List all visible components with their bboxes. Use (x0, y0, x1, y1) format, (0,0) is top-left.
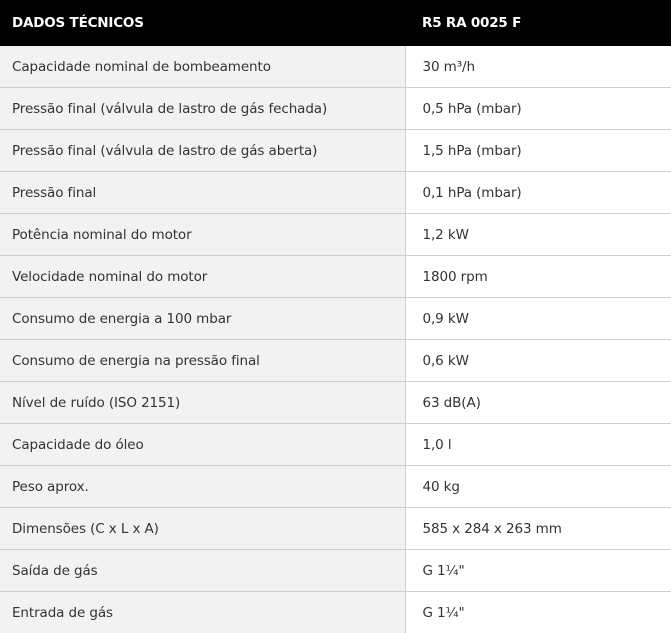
table-row (0, 130, 671, 172)
header-label: DADOS TÉCNICOS (0, 0, 405, 46)
spec-value: 0,5 hPa (mbar) (405, 88, 671, 130)
spec-value: 40 kg (405, 466, 671, 508)
spec-name: Consumo de energia a 100 mbar (0, 298, 405, 340)
spec-value: 1,0 l (405, 424, 671, 466)
table-row (0, 550, 671, 592)
spec-name: Saída de gás (0, 550, 405, 592)
table-row (0, 592, 671, 633)
spec-name: Potência nominal do motor (0, 214, 405, 256)
spec-value: 1,2 kW (405, 214, 671, 256)
spec-value: 0,6 kW (405, 340, 671, 382)
spec-name: Capacidade nominal de bombeamento (0, 46, 405, 88)
spec-name: Capacidade do óleo (0, 424, 405, 466)
spec-value: 30 m³/h (405, 46, 671, 88)
table-row (0, 508, 671, 550)
spec-name: Nível de ruído (ISO 2151) (0, 382, 405, 424)
table-row (0, 256, 671, 298)
table-row (0, 214, 671, 256)
table-row (0, 46, 671, 88)
spec-value: 585 x 284 x 263 mm (405, 508, 671, 550)
spec-name: Peso aprox. (0, 466, 405, 508)
spec-name: Pressão final (válvula de lastro de gás aberta) (0, 130, 405, 172)
table-header-row (0, 0, 671, 46)
table-row (0, 340, 671, 382)
spec-name: Dimensões (C x L x A) (0, 508, 405, 550)
table-row (0, 466, 671, 508)
spec-name: Pressão final (válvula de lastro de gás fechada) (0, 88, 405, 130)
table-row (0, 172, 671, 214)
spec-value: 63 dB(A) (405, 382, 671, 424)
spec-name: Consumo de energia na pressão final (0, 340, 405, 382)
spec-value: G 1¼" (405, 592, 671, 633)
spec-value: 0,9 kW (405, 298, 671, 340)
spec-name: Pressão final (0, 172, 405, 214)
spec-value: G 1¼" (405, 550, 671, 592)
spec-value: 0,1 hPa (mbar) (405, 172, 671, 214)
spec-value: 1,5 hPa (mbar) (405, 130, 671, 172)
table-row (0, 382, 671, 424)
table-row (0, 88, 671, 130)
spec-name: Entrada de gás (0, 592, 405, 633)
table-body (0, 46, 671, 633)
spec-name: Velocidade nominal do motor (0, 256, 405, 298)
header-model: R5 RA 0025 F (405, 0, 671, 46)
table-row (0, 424, 671, 466)
spec-value: 1800 rpm (405, 256, 671, 298)
table-row (0, 298, 671, 340)
